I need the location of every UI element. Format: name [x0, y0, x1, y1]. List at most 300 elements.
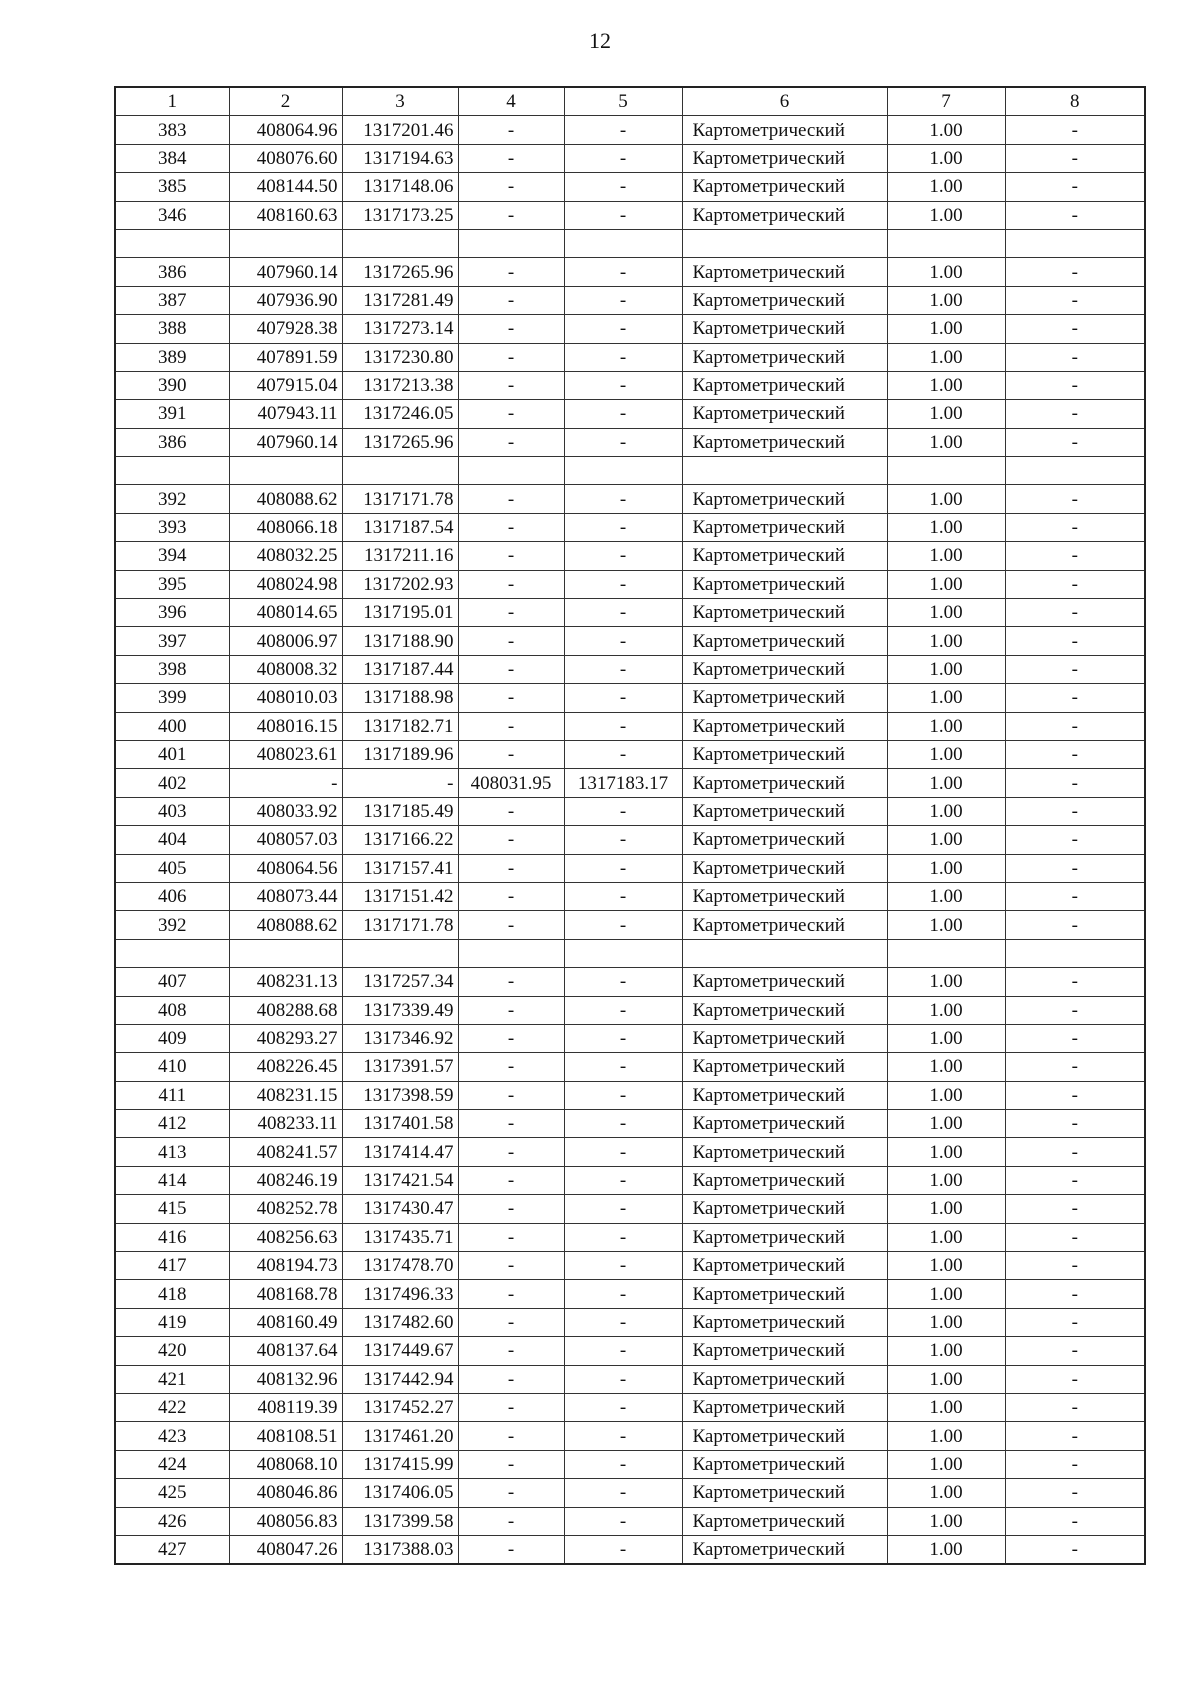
table-cell: 1.00	[887, 1166, 1005, 1194]
table-cell	[342, 229, 458, 257]
table-cell: -	[458, 485, 564, 513]
table-cell: 1.00	[887, 769, 1005, 797]
table-cell: 408033.92	[229, 797, 342, 825]
table-cell: -	[564, 911, 682, 939]
table-cell: -	[564, 570, 682, 598]
table-cell: 408241.57	[229, 1138, 342, 1166]
table-cell: 1.00	[887, 712, 1005, 740]
table-cell: 408088.62	[229, 911, 342, 939]
table-cell: -	[458, 1422, 564, 1450]
table-cell: -	[564, 968, 682, 996]
table-cell: 1.00	[887, 1479, 1005, 1507]
table-cell: -	[458, 116, 564, 144]
table-cell: 408068.10	[229, 1450, 342, 1478]
table-cell: 1.00	[887, 173, 1005, 201]
table-cell: -	[564, 116, 682, 144]
column-header: 5	[564, 87, 682, 116]
table-cell: 383	[115, 116, 229, 144]
table-cell: Картометрический	[682, 570, 887, 598]
table-cell	[229, 229, 342, 257]
table-cell: 1317391.57	[342, 1053, 458, 1081]
table-cell: Картометрический	[682, 343, 887, 371]
table-cell: 1.00	[887, 286, 1005, 314]
table-cell: 410	[115, 1053, 229, 1081]
table-cell: -	[342, 769, 458, 797]
table-cell: 405	[115, 854, 229, 882]
table-row	[115, 1252, 1145, 1280]
table-cell: -	[1005, 854, 1145, 882]
table-row	[115, 258, 1145, 286]
table-cell: Картометрический	[682, 996, 887, 1024]
table-cell: 389	[115, 343, 229, 371]
table-cell: 418	[115, 1280, 229, 1308]
table-cell: Картометрический	[682, 1053, 887, 1081]
table-cell: 396	[115, 599, 229, 627]
table-cell: -	[564, 1280, 682, 1308]
table-cell: Картометрический	[682, 712, 887, 740]
table-cell: Картометрический	[682, 882, 887, 910]
table-row	[115, 1223, 1145, 1251]
table-cell: 1317230.80	[342, 343, 458, 371]
table-cell: 408293.27	[229, 1024, 342, 1052]
table-row	[115, 740, 1145, 768]
table-cell: -	[1005, 1479, 1145, 1507]
table-cell: -	[564, 1053, 682, 1081]
table-cell: 1317415.99	[342, 1450, 458, 1478]
table-cell: 1317414.47	[342, 1138, 458, 1166]
column-header: 7	[887, 87, 1005, 116]
table-cell: 427	[115, 1535, 229, 1564]
table-cell: 407891.59	[229, 343, 342, 371]
table-cell: -	[564, 513, 682, 541]
table-cell: 1.00	[887, 826, 1005, 854]
table-cell: 1.00	[887, 343, 1005, 371]
table-cell	[564, 229, 682, 257]
table-cell: -	[1005, 116, 1145, 144]
table-cell: 1317430.47	[342, 1195, 458, 1223]
table-cell: -	[458, 570, 564, 598]
table-cell: -	[458, 968, 564, 996]
table-cell: 1.00	[887, 996, 1005, 1024]
table-cell: Картометрический	[682, 315, 887, 343]
table-cell	[1005, 229, 1145, 257]
table-cell: 403	[115, 797, 229, 825]
table-cell: Картометрический	[682, 201, 887, 229]
table-cell: 401	[115, 740, 229, 768]
table-cell: -	[564, 371, 682, 399]
table-cell: 408108.51	[229, 1422, 342, 1450]
table-cell: 346	[115, 201, 229, 229]
table-row	[115, 1166, 1145, 1194]
table-cell: Картометрический	[682, 400, 887, 428]
table-cell: -	[1005, 542, 1145, 570]
table-cell: 408233.11	[229, 1110, 342, 1138]
table-cell: -	[458, 343, 564, 371]
table-cell: 1317398.59	[342, 1081, 458, 1109]
table-cell: Картометрический	[682, 1450, 887, 1478]
table-cell: Картометрический	[682, 797, 887, 825]
table-row	[115, 485, 1145, 513]
column-header: 3	[342, 87, 458, 116]
table-cell: -	[1005, 1138, 1145, 1166]
table-cell: -	[564, 428, 682, 456]
column-header: 1	[115, 87, 229, 116]
table-cell: -	[564, 684, 682, 712]
table-cell	[564, 939, 682, 967]
table-cell: 390	[115, 371, 229, 399]
table-cell: 1317406.05	[342, 1479, 458, 1507]
table-row	[115, 797, 1145, 825]
table-row	[115, 1393, 1145, 1421]
table-row	[115, 1365, 1145, 1393]
table-cell	[887, 229, 1005, 257]
table-cell: -	[458, 1507, 564, 1535]
table-cell: 1.00	[887, 1507, 1005, 1535]
table-cell: -	[1005, 201, 1145, 229]
table-row	[115, 400, 1145, 428]
table-cell: -	[564, 655, 682, 683]
table-cell: Картометрический	[682, 1252, 887, 1280]
table-cell: 1317148.06	[342, 173, 458, 201]
table-cell: -	[1005, 599, 1145, 627]
table-cell: 408056.83	[229, 1507, 342, 1535]
table-cell: 408137.64	[229, 1337, 342, 1365]
table-row	[115, 911, 1145, 939]
table-cell: 1.00	[887, 655, 1005, 683]
table-body	[115, 116, 1145, 1564]
table-cell: 1317189.96	[342, 740, 458, 768]
table-cell: 1.00	[887, 1337, 1005, 1365]
table-cell: 1317452.27	[342, 1393, 458, 1421]
table-cell: 408032.25	[229, 542, 342, 570]
table-cell: -	[229, 769, 342, 797]
table-row	[115, 1479, 1145, 1507]
table-row	[115, 712, 1145, 740]
table-cell: -	[564, 1422, 682, 1450]
table-cell: -	[458, 542, 564, 570]
table-cell: 414	[115, 1166, 229, 1194]
table-cell: 1317482.60	[342, 1308, 458, 1336]
table-cell: 1.00	[887, 1081, 1005, 1109]
table-cell: 1317182.71	[342, 712, 458, 740]
table-cell: -	[1005, 485, 1145, 513]
table-row	[115, 343, 1145, 371]
coordinates-table	[114, 86, 1146, 1565]
table-cell	[1005, 939, 1145, 967]
table-cell: 1.00	[887, 1223, 1005, 1251]
table-row	[115, 599, 1145, 627]
table-cell: -	[458, 1535, 564, 1564]
table-cell: 391	[115, 400, 229, 428]
table-cell: Картометрический	[682, 1024, 887, 1052]
table-cell: 1.00	[887, 542, 1005, 570]
table-cell: 408064.96	[229, 116, 342, 144]
separator-row	[115, 939, 1145, 967]
table-cell: -	[564, 1450, 682, 1478]
table-cell: Картометрический	[682, 968, 887, 996]
table-cell: 412	[115, 1110, 229, 1138]
table-cell: 384	[115, 144, 229, 172]
table-cell: 1.00	[887, 428, 1005, 456]
table-cell: Картометрический	[682, 116, 887, 144]
table-cell: -	[458, 1110, 564, 1138]
table-cell: 402	[115, 769, 229, 797]
table-cell: -	[458, 1053, 564, 1081]
table-cell: -	[564, 826, 682, 854]
table-cell: -	[1005, 1110, 1145, 1138]
table-cell: 423	[115, 1422, 229, 1450]
table-cell: Картометрический	[682, 599, 887, 627]
table-cell: 1317187.54	[342, 513, 458, 541]
table-cell: -	[564, 258, 682, 286]
table-cell: -	[458, 201, 564, 229]
table-row	[115, 315, 1145, 343]
table-cell: -	[564, 144, 682, 172]
table-cell: 1.00	[887, 627, 1005, 655]
table-cell: Картометрический	[682, 1393, 887, 1421]
table-cell: 1317185.49	[342, 797, 458, 825]
table-cell: -	[1005, 627, 1145, 655]
table-cell: -	[1005, 769, 1145, 797]
table-cell: -	[458, 797, 564, 825]
table-cell: 1317273.14	[342, 315, 458, 343]
table-cell: 416	[115, 1223, 229, 1251]
table-cell: -	[458, 1393, 564, 1421]
table-cell: 407915.04	[229, 371, 342, 399]
table-cell: 1.00	[887, 144, 1005, 172]
table-cell: 1317201.46	[342, 116, 458, 144]
table-cell: 1317151.42	[342, 882, 458, 910]
table-cell: 408064.56	[229, 854, 342, 882]
table-cell: -	[564, 996, 682, 1024]
table-cell: -	[458, 712, 564, 740]
table-cell: Картометрический	[682, 173, 887, 201]
table-cell: Картометрический	[682, 1195, 887, 1223]
table-cell: -	[1005, 1053, 1145, 1081]
table-cell: -	[1005, 1024, 1145, 1052]
table-cell: -	[1005, 882, 1145, 910]
table-cell: -	[1005, 173, 1145, 201]
table-cell: -	[458, 655, 564, 683]
table-cell: -	[564, 854, 682, 882]
table-cell: 417	[115, 1252, 229, 1280]
table-cell: 1.00	[887, 258, 1005, 286]
table-cell: -	[564, 315, 682, 343]
table-cell	[115, 229, 229, 257]
table-cell: -	[458, 740, 564, 768]
table-cell: Картометрический	[682, 1166, 887, 1194]
table-cell	[682, 939, 887, 967]
table-row	[115, 968, 1145, 996]
table-cell: Картометрический	[682, 1280, 887, 1308]
table-cell: 408010.03	[229, 684, 342, 712]
table-cell: 411	[115, 1081, 229, 1109]
table-cell: -	[564, 1195, 682, 1223]
table-cell: 1317171.78	[342, 485, 458, 513]
table-cell: -	[1005, 797, 1145, 825]
table-cell: -	[1005, 1166, 1145, 1194]
table-cell: -	[1005, 1308, 1145, 1336]
table-cell: -	[458, 144, 564, 172]
separator-row	[115, 229, 1145, 257]
table-cell: 1317265.96	[342, 428, 458, 456]
table-cell: -	[1005, 911, 1145, 939]
table-cell: 1317195.01	[342, 599, 458, 627]
table-row	[115, 1195, 1145, 1223]
table-cell: -	[1005, 655, 1145, 683]
table-cell: -	[458, 1252, 564, 1280]
table-cell: 385	[115, 173, 229, 201]
table-cell: 1317435.71	[342, 1223, 458, 1251]
table-cell: 1.00	[887, 1450, 1005, 1478]
table-cell	[458, 229, 564, 257]
table-cell: 1317339.49	[342, 996, 458, 1024]
table-cell: 1.00	[887, 513, 1005, 541]
table-cell: 393	[115, 513, 229, 541]
table-cell: 406	[115, 882, 229, 910]
table-cell: -	[1005, 1535, 1145, 1564]
table-cell: 408024.98	[229, 570, 342, 598]
table-cell: 413	[115, 1138, 229, 1166]
table-cell: 1.00	[887, 1053, 1005, 1081]
table-cell	[229, 457, 342, 485]
table-cell: Картометрический	[682, 1507, 887, 1535]
table-cell	[342, 457, 458, 485]
table-cell: 408256.63	[229, 1223, 342, 1251]
table-cell: -	[458, 1308, 564, 1336]
table-cell: 1317281.49	[342, 286, 458, 314]
table-row	[115, 513, 1145, 541]
table-cell: -	[458, 400, 564, 428]
table-cell: 1.00	[887, 400, 1005, 428]
table-cell: -	[458, 826, 564, 854]
table-cell: 408160.49	[229, 1308, 342, 1336]
table-cell: 408119.39	[229, 1393, 342, 1421]
table-cell: -	[458, 1223, 564, 1251]
table-cell: 426	[115, 1507, 229, 1535]
table-cell: -	[564, 400, 682, 428]
table-cell: 408008.32	[229, 655, 342, 683]
table-cell: 1317213.38	[342, 371, 458, 399]
table-row	[115, 286, 1145, 314]
table-cell: 1.00	[887, 968, 1005, 996]
table-cell: 1.00	[887, 1110, 1005, 1138]
table-cell: 1317442.94	[342, 1365, 458, 1393]
table-cell: -	[1005, 371, 1145, 399]
table-cell: 1317461.20	[342, 1422, 458, 1450]
table-row	[115, 996, 1145, 1024]
table-cell: -	[564, 1337, 682, 1365]
table-cell: -	[1005, 1081, 1145, 1109]
table-cell: 407960.14	[229, 428, 342, 456]
table-cell: Картометрический	[682, 1535, 887, 1564]
table-cell: 404	[115, 826, 229, 854]
table-row	[115, 655, 1145, 683]
table-cell: 392	[115, 911, 229, 939]
table-cell: 1317157.41	[342, 854, 458, 882]
table-cell: 1317346.92	[342, 1024, 458, 1052]
table-cell: 1317202.93	[342, 570, 458, 598]
table-cell: 1317401.58	[342, 1110, 458, 1138]
table-cell: -	[1005, 826, 1145, 854]
table-cell: -	[1005, 1507, 1145, 1535]
table-cell: 408252.78	[229, 1195, 342, 1223]
table-cell: 407936.90	[229, 286, 342, 314]
table-cell: 415	[115, 1195, 229, 1223]
table-cell: -	[458, 1024, 564, 1052]
table-cell: 1.00	[887, 599, 1005, 627]
table-cell: -	[1005, 1422, 1145, 1450]
table-cell: Картометрический	[682, 1081, 887, 1109]
table-cell: 395	[115, 570, 229, 598]
table-cell: -	[1005, 712, 1145, 740]
table-row	[115, 882, 1145, 910]
table-row	[115, 826, 1145, 854]
table-cell: 425	[115, 1479, 229, 1507]
table-cell: 408023.61	[229, 740, 342, 768]
table-cell	[115, 939, 229, 967]
table-cell: -	[1005, 315, 1145, 343]
table-cell: 408016.15	[229, 712, 342, 740]
table-cell: 1.00	[887, 740, 1005, 768]
table-row	[115, 1024, 1145, 1052]
table-cell: Картометрический	[682, 513, 887, 541]
table-cell: 1317399.58	[342, 1507, 458, 1535]
table-cell: 1317188.90	[342, 627, 458, 655]
table-cell: -	[458, 1195, 564, 1223]
table-cell: 387	[115, 286, 229, 314]
table-cell: Картометрический	[682, 1422, 887, 1450]
table-cell: -	[1005, 513, 1145, 541]
table-cell: Картометрический	[682, 655, 887, 683]
table-cell: 1317449.67	[342, 1337, 458, 1365]
table-cell: 1.00	[887, 570, 1005, 598]
column-header: 2	[229, 87, 342, 116]
table-cell: Картометрический	[682, 854, 887, 882]
table-cell	[458, 939, 564, 967]
table-cell: 409	[115, 1024, 229, 1052]
table-row	[115, 144, 1145, 172]
table-cell: -	[1005, 968, 1145, 996]
table-cell: Картометрический	[682, 769, 887, 797]
table-cell: -	[1005, 286, 1145, 314]
table-cell: -	[1005, 570, 1145, 598]
table-cell: 386	[115, 258, 229, 286]
table-cell: -	[564, 1110, 682, 1138]
table-cell: -	[458, 371, 564, 399]
table-cell: Картометрический	[682, 371, 887, 399]
table-row	[115, 542, 1145, 570]
table-cell: -	[564, 882, 682, 910]
table-cell: -	[458, 1365, 564, 1393]
table-cell	[564, 457, 682, 485]
table-header-row	[115, 87, 1145, 116]
table-row	[115, 1422, 1145, 1450]
table-cell: 397	[115, 627, 229, 655]
table-cell: -	[564, 1479, 682, 1507]
table-cell: -	[564, 1138, 682, 1166]
table-cell: -	[458, 1337, 564, 1365]
table-cell: 408231.13	[229, 968, 342, 996]
table-cell: 408088.62	[229, 485, 342, 513]
table-cell: -	[564, 201, 682, 229]
table-row	[115, 570, 1145, 598]
table-cell: 399	[115, 684, 229, 712]
table-cell: -	[564, 712, 682, 740]
table-cell: 408006.97	[229, 627, 342, 655]
table-cell: -	[458, 1138, 564, 1166]
table-cell: -	[1005, 258, 1145, 286]
